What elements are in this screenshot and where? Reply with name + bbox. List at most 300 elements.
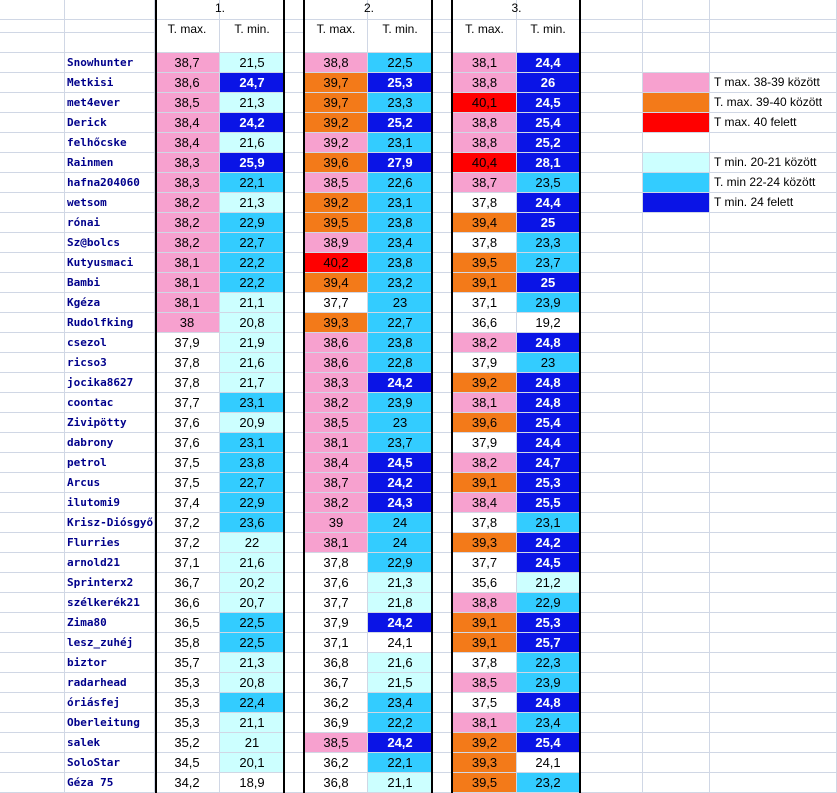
temperature-cell[interactable]: 22 bbox=[220, 533, 285, 553]
empty-cell[interactable] bbox=[643, 393, 710, 413]
header-row-cell[interactable] bbox=[65, 0, 155, 20]
temperature-cell[interactable]: 39,3 bbox=[453, 533, 517, 553]
empty-cell[interactable] bbox=[285, 353, 305, 373]
group-label-2[interactable]: 2. bbox=[305, 0, 433, 20]
contestant-name[interactable]: Rudolfking bbox=[65, 313, 155, 333]
header-row-cell[interactable] bbox=[285, 0, 305, 20]
legend-label[interactable]: T max. 38-39 között bbox=[710, 73, 837, 93]
empty-cell[interactable] bbox=[643, 433, 710, 453]
temperature-cell[interactable]: 25,4 bbox=[517, 113, 580, 133]
temperature-cell[interactable]: 23,7 bbox=[517, 253, 580, 273]
empty-cell[interactable] bbox=[580, 113, 643, 133]
temperature-cell[interactable]: 38,4 bbox=[305, 453, 368, 473]
empty-cell[interactable] bbox=[643, 533, 710, 553]
contestant-name[interactable]: Kgéza bbox=[65, 293, 155, 313]
empty-cell[interactable] bbox=[285, 693, 305, 713]
empty-cell[interactable] bbox=[580, 673, 643, 693]
temperature-cell[interactable]: 23,4 bbox=[517, 713, 580, 733]
temperature-cell[interactable]: 23 bbox=[368, 293, 433, 313]
empty-cell[interactable] bbox=[643, 773, 710, 793]
temperature-cell[interactable]: 24 bbox=[368, 533, 433, 553]
temperature-cell[interactable]: 24,1 bbox=[368, 633, 433, 653]
temperature-cell[interactable]: 37,7 bbox=[155, 393, 220, 413]
empty-cell[interactable] bbox=[433, 533, 453, 553]
temperature-cell[interactable]: 23,2 bbox=[517, 773, 580, 793]
temperature-cell[interactable]: 38,5 bbox=[155, 93, 220, 113]
temperature-cell[interactable]: 21,6 bbox=[368, 653, 433, 673]
legend-swatch[interactable] bbox=[643, 153, 710, 173]
empty-cell[interactable] bbox=[580, 213, 643, 233]
temperature-cell[interactable]: 37,7 bbox=[305, 593, 368, 613]
header-spacer-cell[interactable] bbox=[433, 20, 453, 33]
empty-cell[interactable] bbox=[710, 33, 837, 53]
temperature-cell[interactable]: 22,5 bbox=[220, 613, 285, 633]
empty-cell[interactable] bbox=[643, 313, 710, 333]
temperature-cell[interactable]: 21,3 bbox=[368, 573, 433, 593]
temperature-cell[interactable]: 23,9 bbox=[517, 293, 580, 313]
temperature-cell[interactable]: 22,2 bbox=[220, 273, 285, 293]
empty-cell[interactable] bbox=[285, 753, 305, 773]
empty-cell[interactable] bbox=[0, 93, 65, 113]
empty-cell[interactable] bbox=[285, 373, 305, 393]
temperature-cell[interactable]: 22,2 bbox=[368, 713, 433, 733]
empty-cell[interactable] bbox=[0, 453, 65, 473]
empty-cell[interactable] bbox=[0, 433, 65, 453]
contestant-name[interactable]: felhőcske bbox=[65, 133, 155, 153]
header-spacer-cell[interactable] bbox=[580, 20, 643, 33]
empty-cell[interactable] bbox=[580, 493, 643, 513]
temperature-cell[interactable]: 37,8 bbox=[453, 193, 517, 213]
empty-cell[interactable] bbox=[285, 613, 305, 633]
temperature-cell[interactable]: 37,4 bbox=[155, 493, 220, 513]
empty-cell[interactable] bbox=[433, 113, 453, 133]
empty-cell[interactable] bbox=[643, 553, 710, 573]
temperature-cell[interactable]: 21,8 bbox=[368, 593, 433, 613]
empty-cell[interactable] bbox=[285, 313, 305, 333]
empty-cell[interactable] bbox=[433, 593, 453, 613]
empty-cell[interactable] bbox=[0, 493, 65, 513]
column-header-4[interactable]: T. min. bbox=[368, 20, 433, 53]
empty-cell[interactable] bbox=[643, 493, 710, 513]
temperature-cell[interactable]: 39,3 bbox=[305, 313, 368, 333]
empty-cell[interactable] bbox=[433, 373, 453, 393]
empty-cell[interactable] bbox=[0, 133, 65, 153]
contestant-name[interactable]: Metkisi bbox=[65, 73, 155, 93]
temperature-cell[interactable]: 38,2 bbox=[305, 393, 368, 413]
empty-cell[interactable] bbox=[285, 553, 305, 573]
temperature-cell[interactable]: 24,8 bbox=[517, 373, 580, 393]
empty-cell[interactable] bbox=[580, 153, 643, 173]
empty-cell[interactable] bbox=[433, 133, 453, 153]
empty-cell[interactable] bbox=[433, 193, 453, 213]
temperature-cell[interactable]: 37,6 bbox=[305, 573, 368, 593]
empty-cell[interactable] bbox=[0, 273, 65, 293]
empty-cell[interactable] bbox=[433, 313, 453, 333]
temperature-cell[interactable]: 37,8 bbox=[155, 353, 220, 373]
empty-cell[interactable] bbox=[643, 333, 710, 353]
temperature-cell[interactable]: 20,1 bbox=[220, 753, 285, 773]
contestant-name[interactable]: SoloStar bbox=[65, 753, 155, 773]
empty-cell[interactable] bbox=[580, 733, 643, 753]
empty-cell[interactable] bbox=[0, 313, 65, 333]
temperature-cell[interactable]: 21,5 bbox=[220, 53, 285, 73]
empty-cell[interactable] bbox=[285, 493, 305, 513]
empty-cell[interactable] bbox=[643, 693, 710, 713]
contestant-name[interactable]: Géza 75 bbox=[65, 773, 155, 793]
empty-cell[interactable] bbox=[0, 333, 65, 353]
contestant-name[interactable]: arnold21 bbox=[65, 553, 155, 573]
empty-cell[interactable] bbox=[305, 33, 368, 53]
empty-cell[interactable] bbox=[710, 513, 837, 533]
temperature-cell[interactable]: 24 bbox=[368, 513, 433, 533]
empty-cell[interactable] bbox=[285, 593, 305, 613]
temperature-cell[interactable]: 23,1 bbox=[517, 513, 580, 533]
temperature-cell[interactable]: 38,2 bbox=[155, 233, 220, 253]
temperature-cell[interactable]: 38,4 bbox=[155, 133, 220, 153]
contestant-name[interactable]: Kutyusmaci bbox=[65, 253, 155, 273]
empty-cell[interactable] bbox=[0, 613, 65, 633]
empty-cell[interactable] bbox=[580, 173, 643, 193]
empty-cell[interactable] bbox=[155, 33, 220, 53]
contestant-name[interactable]: Sz@bolcs bbox=[65, 233, 155, 253]
temperature-cell[interactable]: 22,1 bbox=[220, 173, 285, 193]
temperature-cell[interactable]: 21,6 bbox=[220, 133, 285, 153]
temperature-cell[interactable]: 37,9 bbox=[155, 333, 220, 353]
empty-cell[interactable] bbox=[710, 413, 837, 433]
legend-label[interactable]: T. max. 39-40 között bbox=[710, 93, 837, 113]
empty-cell[interactable] bbox=[0, 753, 65, 773]
empty-cell[interactable] bbox=[433, 93, 453, 113]
empty-cell[interactable] bbox=[285, 533, 305, 553]
temperature-cell[interactable]: 38,7 bbox=[155, 53, 220, 73]
temperature-cell[interactable]: 39,2 bbox=[305, 193, 368, 213]
empty-cell[interactable] bbox=[433, 153, 453, 173]
empty-cell[interactable] bbox=[580, 513, 643, 533]
empty-cell[interactable] bbox=[580, 633, 643, 653]
temperature-cell[interactable]: 38,2 bbox=[155, 213, 220, 233]
temperature-cell[interactable]: 22,3 bbox=[517, 653, 580, 673]
temperature-cell[interactable]: 38,8 bbox=[305, 53, 368, 73]
temperature-cell[interactable]: 38,5 bbox=[453, 673, 517, 693]
temperature-cell[interactable]: 24,2 bbox=[368, 613, 433, 633]
header-spacer-cell[interactable] bbox=[285, 20, 305, 33]
temperature-cell[interactable]: 22,7 bbox=[220, 473, 285, 493]
empty-cell[interactable] bbox=[433, 253, 453, 273]
temperature-cell[interactable]: 37,5 bbox=[155, 453, 220, 473]
empty-cell[interactable] bbox=[710, 293, 837, 313]
empty-cell[interactable] bbox=[643, 713, 710, 733]
temperature-cell[interactable]: 22,5 bbox=[220, 633, 285, 653]
empty-cell[interactable] bbox=[453, 33, 517, 53]
header-spacer-cell[interactable] bbox=[710, 20, 837, 33]
temperature-cell[interactable]: 22,2 bbox=[220, 253, 285, 273]
temperature-cell[interactable]: 35,8 bbox=[155, 633, 220, 653]
empty-cell[interactable] bbox=[643, 653, 710, 673]
temperature-cell[interactable]: 37,7 bbox=[453, 553, 517, 573]
temperature-cell[interactable]: 21,6 bbox=[220, 553, 285, 573]
empty-cell[interactable] bbox=[710, 493, 837, 513]
temperature-cell[interactable]: 24,2 bbox=[368, 733, 433, 753]
empty-cell[interactable] bbox=[580, 233, 643, 253]
temperature-cell[interactable]: 23,8 bbox=[368, 213, 433, 233]
empty-cell[interactable] bbox=[580, 313, 643, 333]
temperature-cell[interactable]: 23,5 bbox=[517, 173, 580, 193]
empty-cell[interactable] bbox=[580, 593, 643, 613]
empty-cell[interactable] bbox=[285, 173, 305, 193]
temperature-cell[interactable]: 38,4 bbox=[453, 493, 517, 513]
temperature-cell[interactable]: 38,6 bbox=[155, 73, 220, 93]
temperature-cell[interactable]: 37,6 bbox=[155, 413, 220, 433]
temperature-cell[interactable]: 24,5 bbox=[517, 93, 580, 113]
empty-cell[interactable] bbox=[0, 653, 65, 673]
temperature-cell[interactable]: 38 bbox=[155, 313, 220, 333]
temperature-cell[interactable]: 38,8 bbox=[453, 593, 517, 613]
temperature-cell[interactable]: 25,2 bbox=[368, 113, 433, 133]
column-header-1[interactable]: T. max. bbox=[155, 20, 220, 53]
empty-cell[interactable] bbox=[285, 153, 305, 173]
empty-cell[interactable] bbox=[285, 193, 305, 213]
legend-label[interactable]: T. min 22-24 között bbox=[710, 173, 837, 193]
empty-cell[interactable] bbox=[285, 513, 305, 533]
temperature-cell[interactable]: 38,7 bbox=[305, 473, 368, 493]
temperature-cell[interactable]: 40,2 bbox=[305, 253, 368, 273]
empty-cell[interactable] bbox=[433, 433, 453, 453]
empty-cell[interactable] bbox=[433, 173, 453, 193]
header-spacer-cell[interactable] bbox=[643, 20, 710, 33]
empty-cell[interactable] bbox=[65, 33, 155, 53]
header-row-cell[interactable] bbox=[580, 0, 643, 20]
empty-cell[interactable] bbox=[710, 233, 837, 253]
empty-cell[interactable] bbox=[285, 713, 305, 733]
temperature-cell[interactable]: 39,2 bbox=[453, 373, 517, 393]
temperature-cell[interactable]: 38,7 bbox=[453, 173, 517, 193]
contestant-name[interactable]: Rainmen bbox=[65, 153, 155, 173]
empty-cell[interactable] bbox=[643, 573, 710, 593]
empty-cell[interactable] bbox=[710, 613, 837, 633]
temperature-cell[interactable]: 22,9 bbox=[368, 553, 433, 573]
temperature-cell[interactable]: 40,1 bbox=[453, 93, 517, 113]
temperature-cell[interactable]: 38,5 bbox=[305, 733, 368, 753]
temperature-cell[interactable]: 24,2 bbox=[517, 533, 580, 553]
temperature-cell[interactable]: 22,9 bbox=[220, 213, 285, 233]
contestant-name[interactable]: lesz_zuhéj bbox=[65, 633, 155, 653]
temperature-cell[interactable]: 38,1 bbox=[155, 293, 220, 313]
temperature-cell[interactable]: 22,9 bbox=[220, 493, 285, 513]
empty-cell[interactable] bbox=[0, 513, 65, 533]
empty-cell[interactable] bbox=[433, 753, 453, 773]
temperature-cell[interactable]: 36,8 bbox=[305, 773, 368, 793]
temperature-cell[interactable]: 35,3 bbox=[155, 673, 220, 693]
contestant-name[interactable]: csezol bbox=[65, 333, 155, 353]
temperature-cell[interactable]: 23,8 bbox=[220, 453, 285, 473]
temperature-cell[interactable]: 39,2 bbox=[453, 733, 517, 753]
empty-cell[interactable] bbox=[0, 713, 65, 733]
temperature-cell[interactable]: 23,4 bbox=[368, 693, 433, 713]
empty-cell[interactable] bbox=[433, 613, 453, 633]
empty-cell[interactable] bbox=[580, 253, 643, 273]
empty-cell[interactable] bbox=[710, 313, 837, 333]
contestant-name[interactable]: Flurries bbox=[65, 533, 155, 553]
empty-cell[interactable] bbox=[433, 573, 453, 593]
contestant-name[interactable]: jocika8627 bbox=[65, 373, 155, 393]
empty-cell[interactable] bbox=[433, 493, 453, 513]
empty-cell[interactable] bbox=[433, 453, 453, 473]
empty-cell[interactable] bbox=[710, 693, 837, 713]
contestant-name[interactable]: wetsom bbox=[65, 193, 155, 213]
empty-cell[interactable] bbox=[580, 273, 643, 293]
temperature-cell[interactable]: 36,5 bbox=[155, 613, 220, 633]
temperature-cell[interactable]: 20,8 bbox=[220, 313, 285, 333]
header-spacer-cell[interactable] bbox=[65, 20, 155, 33]
temperature-cell[interactable]: 20,8 bbox=[220, 673, 285, 693]
empty-cell[interactable] bbox=[643, 233, 710, 253]
empty-cell[interactable] bbox=[0, 293, 65, 313]
empty-cell[interactable] bbox=[0, 393, 65, 413]
temperature-cell[interactable]: 25,9 bbox=[220, 153, 285, 173]
temperature-cell[interactable]: 37,9 bbox=[453, 433, 517, 453]
temperature-cell[interactable]: 36,9 bbox=[305, 713, 368, 733]
empty-cell[interactable] bbox=[580, 33, 643, 53]
empty-cell[interactable] bbox=[710, 393, 837, 413]
temperature-cell[interactable]: 37,7 bbox=[305, 293, 368, 313]
temperature-cell[interactable]: 38,2 bbox=[453, 453, 517, 473]
legend-swatch[interactable] bbox=[643, 93, 710, 113]
temperature-cell[interactable]: 39,1 bbox=[453, 473, 517, 493]
empty-cell[interactable] bbox=[285, 273, 305, 293]
temperature-cell[interactable]: 37,8 bbox=[305, 553, 368, 573]
empty-cell[interactable] bbox=[580, 693, 643, 713]
empty-cell[interactable] bbox=[580, 653, 643, 673]
temperature-cell[interactable]: 37,1 bbox=[453, 293, 517, 313]
temperature-cell[interactable]: 25,7 bbox=[517, 633, 580, 653]
legend-label[interactable]: T min. 20-21 között bbox=[710, 153, 837, 173]
temperature-cell[interactable]: 37,9 bbox=[305, 613, 368, 633]
empty-cell[interactable] bbox=[285, 333, 305, 353]
empty-cell[interactable] bbox=[643, 513, 710, 533]
empty-cell[interactable] bbox=[580, 773, 643, 793]
temperature-cell[interactable]: 38,1 bbox=[453, 393, 517, 413]
empty-cell[interactable] bbox=[433, 513, 453, 533]
empty-cell[interactable] bbox=[710, 733, 837, 753]
empty-cell[interactable] bbox=[0, 253, 65, 273]
empty-cell[interactable] bbox=[643, 133, 710, 153]
temperature-cell[interactable]: 37,1 bbox=[305, 633, 368, 653]
empty-cell[interactable] bbox=[643, 673, 710, 693]
empty-cell[interactable] bbox=[580, 413, 643, 433]
temperature-cell[interactable]: 22,5 bbox=[368, 53, 433, 73]
empty-cell[interactable] bbox=[710, 353, 837, 373]
contestant-name[interactable]: rónai bbox=[65, 213, 155, 233]
temperature-cell[interactable]: 37,2 bbox=[155, 513, 220, 533]
temperature-cell[interactable]: 23,8 bbox=[368, 333, 433, 353]
empty-cell[interactable] bbox=[710, 253, 837, 273]
temperature-cell[interactable]: 36,6 bbox=[155, 593, 220, 613]
empty-cell[interactable] bbox=[643, 33, 710, 53]
empty-cell[interactable] bbox=[433, 673, 453, 693]
temperature-cell[interactable]: 37,6 bbox=[155, 433, 220, 453]
temperature-cell[interactable]: 39,1 bbox=[453, 613, 517, 633]
temperature-cell[interactable]: 38,6 bbox=[305, 333, 368, 353]
empty-cell[interactable] bbox=[285, 413, 305, 433]
contestant-name[interactable]: ilutomi9 bbox=[65, 493, 155, 513]
empty-cell[interactable] bbox=[580, 93, 643, 113]
temperature-cell[interactable]: 25,3 bbox=[368, 73, 433, 93]
empty-cell[interactable] bbox=[710, 53, 837, 73]
temperature-cell[interactable]: 38,8 bbox=[453, 133, 517, 153]
empty-cell[interactable] bbox=[433, 73, 453, 93]
empty-cell[interactable] bbox=[0, 233, 65, 253]
temperature-cell[interactable]: 24,8 bbox=[517, 333, 580, 353]
temperature-cell[interactable]: 38,1 bbox=[155, 273, 220, 293]
contestant-name[interactable]: Derick bbox=[65, 113, 155, 133]
temperature-cell[interactable]: 23,9 bbox=[368, 393, 433, 413]
empty-cell[interactable] bbox=[433, 773, 453, 793]
empty-cell[interactable] bbox=[643, 593, 710, 613]
temperature-cell[interactable]: 38,3 bbox=[155, 173, 220, 193]
empty-cell[interactable] bbox=[517, 33, 580, 53]
temperature-cell[interactable]: 23,4 bbox=[368, 233, 433, 253]
temperature-cell[interactable]: 36,6 bbox=[453, 313, 517, 333]
contestant-name[interactable]: biztor bbox=[65, 653, 155, 673]
empty-cell[interactable] bbox=[285, 473, 305, 493]
temperature-cell[interactable]: 39,4 bbox=[453, 213, 517, 233]
contestant-name[interactable]: radarhead bbox=[65, 673, 155, 693]
empty-cell[interactable] bbox=[710, 653, 837, 673]
temperature-cell[interactable]: 39,6 bbox=[305, 153, 368, 173]
empty-cell[interactable] bbox=[580, 753, 643, 773]
contestant-name[interactable]: coontac bbox=[65, 393, 155, 413]
temperature-cell[interactable]: 21,1 bbox=[220, 293, 285, 313]
empty-cell[interactable] bbox=[710, 553, 837, 573]
temperature-cell[interactable]: 35,3 bbox=[155, 713, 220, 733]
temperature-cell[interactable]: 24,2 bbox=[368, 373, 433, 393]
empty-cell[interactable] bbox=[710, 453, 837, 473]
temperature-cell[interactable]: 35,6 bbox=[453, 573, 517, 593]
empty-cell[interactable] bbox=[285, 233, 305, 253]
empty-cell[interactable] bbox=[580, 373, 643, 393]
temperature-cell[interactable]: 39,2 bbox=[305, 113, 368, 133]
empty-cell[interactable] bbox=[433, 233, 453, 253]
empty-cell[interactable] bbox=[0, 733, 65, 753]
contestant-name[interactable]: hafna204060 bbox=[65, 173, 155, 193]
contestant-name[interactable]: dabrony bbox=[65, 433, 155, 453]
empty-cell[interactable] bbox=[285, 33, 305, 53]
temperature-cell[interactable]: 25,3 bbox=[517, 613, 580, 633]
temperature-cell[interactable]: 38,2 bbox=[305, 493, 368, 513]
contestant-name[interactable]: Snowhunter bbox=[65, 53, 155, 73]
contestant-name[interactable]: ricso3 bbox=[65, 353, 155, 373]
empty-cell[interactable] bbox=[285, 773, 305, 793]
empty-cell[interactable] bbox=[580, 573, 643, 593]
temperature-cell[interactable]: 20,2 bbox=[220, 573, 285, 593]
temperature-cell[interactable]: 22,6 bbox=[368, 173, 433, 193]
temperature-cell[interactable]: 37,8 bbox=[453, 513, 517, 533]
empty-cell[interactable] bbox=[580, 333, 643, 353]
temperature-cell[interactable]: 23,2 bbox=[368, 273, 433, 293]
temperature-cell[interactable]: 36,7 bbox=[155, 573, 220, 593]
temperature-cell[interactable]: 36,2 bbox=[305, 693, 368, 713]
temperature-cell[interactable]: 37,1 bbox=[155, 553, 220, 573]
empty-cell[interactable] bbox=[710, 273, 837, 293]
empty-cell[interactable] bbox=[0, 573, 65, 593]
empty-cell[interactable] bbox=[0, 53, 65, 73]
empty-cell[interactable] bbox=[710, 773, 837, 793]
contestant-name[interactable]: Zivipötty bbox=[65, 413, 155, 433]
empty-cell[interactable] bbox=[0, 193, 65, 213]
temperature-cell[interactable]: 23,6 bbox=[220, 513, 285, 533]
empty-cell[interactable] bbox=[643, 413, 710, 433]
empty-cell[interactable] bbox=[580, 293, 643, 313]
